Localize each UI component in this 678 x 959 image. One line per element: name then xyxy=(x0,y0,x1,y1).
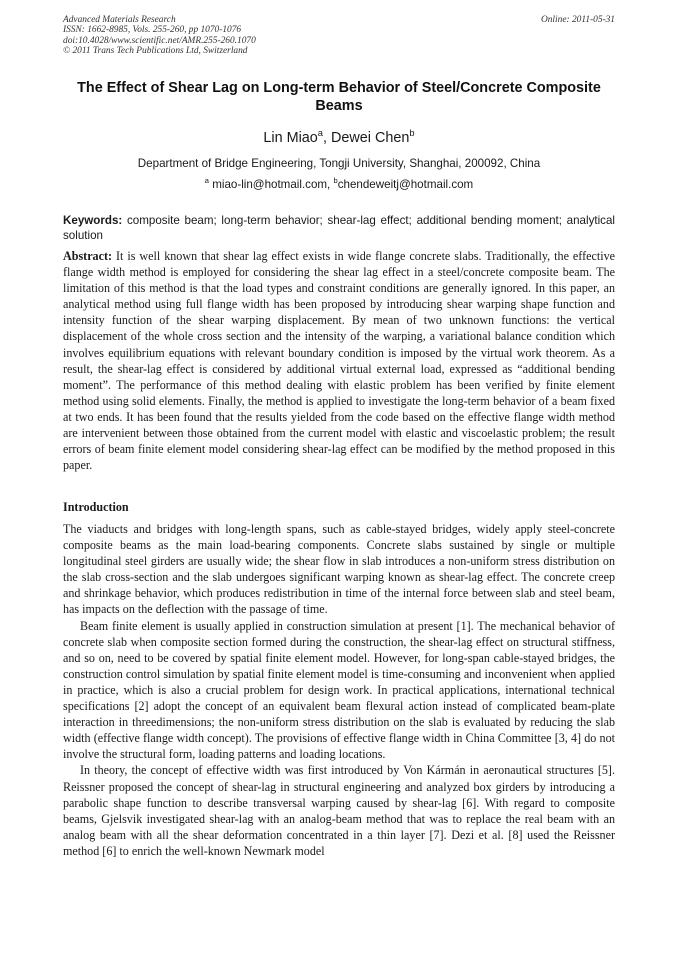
keywords-label: Keywords: xyxy=(63,214,123,227)
abstract-text: It is well known that shear lag effect exists in wide flange concrete slabs. Traditionally, the effective flange width method is employed for considering the shear lag effect in a steel/concrete composite beam. The limitation of this method is that the load types and constraint conditions are generally ignored. In this paper, an analytical method using full flange width has been proposed by introducing shear warping shape function and intensity function of the shear warping displacement. By mean of two unknown functions: the vertical displacement of the whole cross section and the intensity of the warping, a variational balance condition which involves equilibrium equations with relevant boundary condition is imposed by the virtual work theorem. As a result, the shear-lag effect is considered by additional virtual external load, expressed as “additional bending moment”. The performance of this method dealing with elastic problem has been verified by finite element method using solid elements. Finally, the method is applied to investigate the long-term behavior of a beam fixed at two ends. It has been found that the results yielded from the code based on the effective flange width method are intervenient between those obtained from the current model with elastic and viscoelastic problem; the result errors of beam finite element model considering shear-lag effect can be modified by the method proposed in this paper. xyxy=(63,249,615,473)
email-b: chendeweitj@hotmail.com xyxy=(337,178,474,191)
author-line xyxy=(63,130,615,147)
doi-line: doi:10.4028/www.scientific.net/AMR.255-260.1070 xyxy=(63,35,256,46)
author-separator: , xyxy=(323,130,331,146)
journal-header xyxy=(63,15,615,57)
intro-paragraph-3: In theory, the concept of effective width was first introduced by Von Kármán in aeronautical structures [5]. Reissner proposed the concept of shear-lag in structural engineering and analyzed box girders by introducing a parabolic shape function to describe transversal warping caused by shear-lag [6]. With regard to composite beams, Gjelsvik investigated shear-lag with an analog-beam method that was to replace the real beam with an analog beam with all the shear deformation concentrated in a thin layer [7]. Dezi et al. [8] used the Reissner method [6] to enrich the well-known Newmark model xyxy=(63,763,615,858)
section-heading-introduction: Introduction xyxy=(63,500,129,514)
email-b-mark: b xyxy=(333,176,338,186)
issn-line: ISSN: 1662-8985, Vols. 255-260, pp 1070-1076 xyxy=(63,25,242,36)
email-a: miao-lin@hotmail.com, xyxy=(208,178,334,191)
abstract-label: Abstract: xyxy=(63,249,113,263)
email-line xyxy=(63,178,615,192)
intro-paragraph-1: The viaducts and bridges with long-length spans, such as cable-stayed bridges, widely apply steel-concrete composite beams as the main load-bearing components. Concrete slabs sustained by single or multiple longitudinal steel girders are usually wide; the shear flow in slab introduces a non-uniform stress distribution on the slab cross-section and the slab undergoes significant warping known as shear-lag effect. The concrete creep and shrinkage behavior, which produces redistribution in time of the internal force between slab and steel beam, has impacts on the deflection with the passage of time. xyxy=(63,522,615,617)
online-date: Online: 2011-05-31 xyxy=(540,15,615,25)
author-2-affil-mark: b xyxy=(409,128,415,139)
journal-name: Advanced Materials Research xyxy=(63,15,176,25)
copyright-line: © 2011 Trans Tech Publications Ltd, Switzerland xyxy=(63,46,248,57)
keywords-text: composite beam; long-term behavior; shear-lag effect; additional bending moment; analytical solution xyxy=(63,214,615,242)
abstract xyxy=(63,248,615,473)
email-a-mark: a xyxy=(204,176,209,186)
keywords xyxy=(63,213,615,243)
author-1: Lin Miao xyxy=(263,130,318,146)
author-2: Dewei Chen xyxy=(331,130,410,146)
introduction-body xyxy=(63,521,615,859)
affiliation: Department of Bridge Engineering, Tongji University, Shanghai, 200092, China xyxy=(137,157,541,170)
author-1-affil-mark: a xyxy=(317,128,323,139)
paper-title: The Effect of Shear Lag on Long-term Behavior of Steel/Concrete Composite Beams xyxy=(77,80,601,114)
intro-paragraph-2: Beam finite element is usually applied in construction simulation at present [1]. The mechanical behavior of concrete slab when composite section formed during the construction, the shear-lag effect on structural stiffness, and so on, need to be covered by spatial finite element model. However, for long-span cable-stayed bridges, the construction control simulation by spatial finite element model is time-consuming and inconvenient when applied in practice, which is also a crucial problem for design work. In practical applications, international technical specifications [2] adopt the concept of an equivalent beam flexural action instead of complicated beam-plate interaction in threedimensions; the non-uniform stress distribution on the slab is evaluated by reducing the slab width (effective flange width concept). The provisions of effective flange width in China Committee [3, 4] do not involve the structural form, loading patterns and loading locations. xyxy=(63,618,615,762)
